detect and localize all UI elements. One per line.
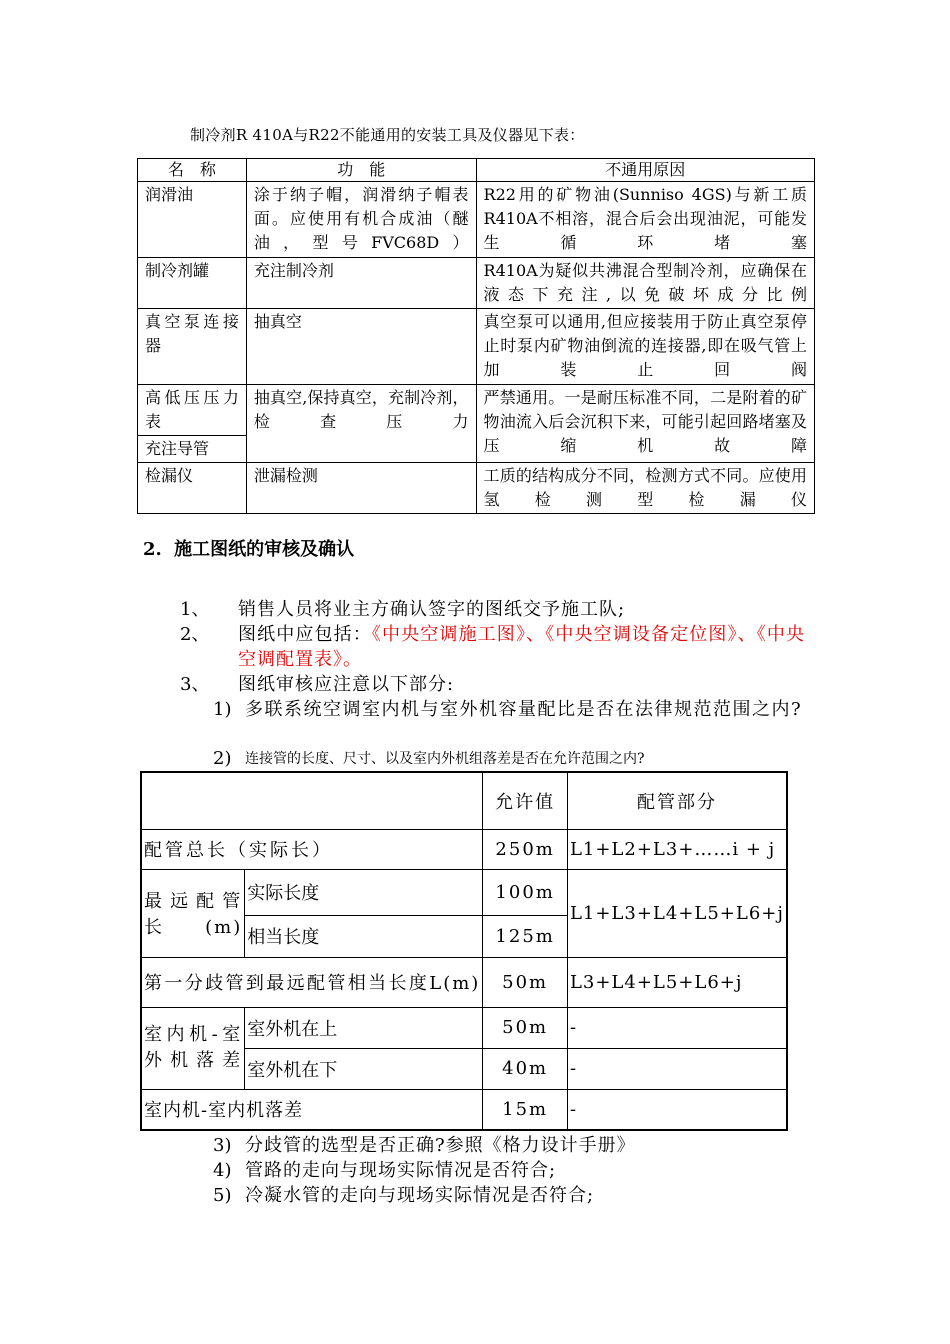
first-branch-part: L3+L4+L5+L6+j bbox=[567, 957, 787, 1007]
tool-name: 高低压压力表 bbox=[138, 385, 247, 436]
farthest-actual-value: 100m bbox=[483, 869, 568, 915]
pipe-length-table bbox=[140, 771, 788, 1131]
outdoor-below-part: - bbox=[567, 1048, 787, 1089]
tool-name: 检漏仪 bbox=[138, 463, 247, 514]
indoor-indoor-part: - bbox=[567, 1089, 787, 1130]
tool-name: 真空泵连接器 bbox=[138, 309, 247, 385]
tool-reason: 工质的结构成分不同，检测方式不同。应使用氢检测型检漏仪 bbox=[476, 463, 814, 514]
outdoor-above-part: - bbox=[567, 1007, 787, 1048]
table-row bbox=[138, 463, 815, 514]
tool-table bbox=[137, 158, 815, 514]
indoor-indoor-value: 15m bbox=[483, 1089, 568, 1130]
section-heading bbox=[143, 535, 354, 561]
table-row bbox=[141, 869, 787, 915]
table-row bbox=[141, 957, 787, 1007]
list-item-text: 图纸审核应注意以下部分: bbox=[238, 674, 455, 695]
header-reason: 不通用原因 bbox=[476, 159, 814, 182]
tool-function: 泄漏检测 bbox=[246, 463, 476, 514]
header-allowed: 允许值 bbox=[483, 772, 568, 829]
sub-item-number: 4) bbox=[213, 1160, 232, 1181]
first-branch-value: 50m bbox=[483, 957, 568, 1007]
tool-name: 制冷剂罐 bbox=[138, 258, 247, 309]
tool-reason: R410A为疑似共沸混合型制冷剂，应确保在液态下充注,以免破坏成分比例 bbox=[476, 258, 814, 309]
outdoor-above-value: 50m bbox=[483, 1007, 568, 1048]
sub-item-text: 分歧管的选型是否正确?参照《格力设计手册》 bbox=[245, 1135, 636, 1156]
table-row bbox=[141, 829, 787, 869]
total-length-label: 配管总长（实际长） bbox=[141, 829, 483, 869]
sub-item-number: 1) bbox=[213, 699, 232, 720]
total-length-value: 250m bbox=[483, 829, 568, 869]
intro-text: 制冷剂R 410A与R22不能通用的安装工具及仪器见下表： bbox=[190, 126, 585, 144]
list-item-number: 2、 bbox=[180, 624, 210, 645]
section-title: 施工图纸的审核及确认 bbox=[174, 539, 355, 560]
list-item-text: 销售人员将业主方确认签字的图纸交予施工队; bbox=[238, 599, 626, 620]
tool-reason: R22用的矿物油(Sunniso 4GS)与新工质R410A不相溶，混合后会出现油泥，可能发生循环堵塞 bbox=[476, 182, 814, 258]
header-name: 名 称 bbox=[138, 159, 247, 182]
farthest-equiv-value: 125m bbox=[483, 915, 568, 957]
sub-item-number: 3) bbox=[213, 1135, 232, 1156]
table-row bbox=[141, 1007, 787, 1048]
outdoor-below-label: 室外机在下 bbox=[245, 1048, 483, 1089]
tool-name: 充注导管 bbox=[138, 436, 247, 463]
indoor-indoor-label: 室内机-室内机落差 bbox=[141, 1089, 483, 1130]
table-row bbox=[138, 309, 815, 385]
tool-function: 涂于纳子帽，润滑纳子帽表面。应使用有机合成油（醚油，型号FVC68D） bbox=[246, 182, 476, 258]
sub-item-text: 冷凝水管的走向与现场实际情况是否符合; bbox=[245, 1185, 595, 1206]
table-row bbox=[141, 1089, 787, 1130]
tool-reason: 严禁通用。一是耐压标准不同，二是附着的矿物油流入后会沉积下来，可能引起回路堵塞及压缩机故障 bbox=[476, 385, 814, 463]
sub-item-text: 多联系统空调室内机与室外机容量配比是否在法律规范范围之内? bbox=[245, 699, 803, 720]
header-part: 配管部分 bbox=[567, 772, 787, 829]
first-branch-label: 第一分歧管到最远配管相当长度L(m) bbox=[141, 957, 483, 1007]
sub-item-number: 2) bbox=[213, 748, 232, 769]
sub-item-text: 管路的走向与现场实际情况是否符合; bbox=[245, 1160, 557, 1181]
sub-item-text: 连接管的长度、尺寸、以及室内外机组落差是否在允许范围之内? bbox=[245, 751, 645, 767]
table-row bbox=[138, 385, 815, 436]
farthest-part: L1+L3+L4+L5+L6+j bbox=[567, 869, 787, 957]
tool-function: 充注制冷剂 bbox=[246, 258, 476, 309]
list-item-number: 1、 bbox=[180, 599, 210, 620]
table-header-row bbox=[138, 159, 815, 182]
indoor-outdoor-label: 室内机-室外机落差 bbox=[141, 1007, 245, 1089]
farthest-equiv-label: 相当长度 bbox=[245, 915, 483, 957]
table-row bbox=[138, 258, 815, 309]
total-length-part: L1+L2+L3+……i + j bbox=[567, 829, 787, 869]
tool-name: 润滑油 bbox=[138, 182, 247, 258]
tool-function: 抽真空 bbox=[246, 309, 476, 385]
table-row bbox=[138, 182, 815, 258]
tool-function: 抽真空,保持真空，充制冷剂，检查压力 bbox=[246, 385, 476, 463]
sub-item-number: 5) bbox=[213, 1185, 232, 1206]
table-header-row bbox=[141, 772, 787, 829]
farthest-actual-label: 实际长度 bbox=[245, 869, 483, 915]
tool-reason: 真空泵可以通用,但应接装用于防止真空泵停止时泵内矿物油倒流的连接器,即在吸气管上加装止回阀 bbox=[476, 309, 814, 385]
drawing-list-highlight: 《中央空调施工图》、《中央空调设备定位图》、《中央空调配置表》。 bbox=[238, 624, 806, 670]
section-number: 2. bbox=[143, 539, 162, 560]
list-item-text: 图纸中应包括： bbox=[238, 624, 372, 645]
header-function: 功 能 bbox=[246, 159, 476, 182]
list-item-number: 3、 bbox=[180, 674, 210, 695]
outdoor-above-label: 室外机在上 bbox=[245, 1007, 483, 1048]
outdoor-below-value: 40m bbox=[483, 1048, 568, 1089]
farthest-label: 最远配管长(m) bbox=[141, 869, 245, 957]
header-blank bbox=[141, 772, 483, 829]
